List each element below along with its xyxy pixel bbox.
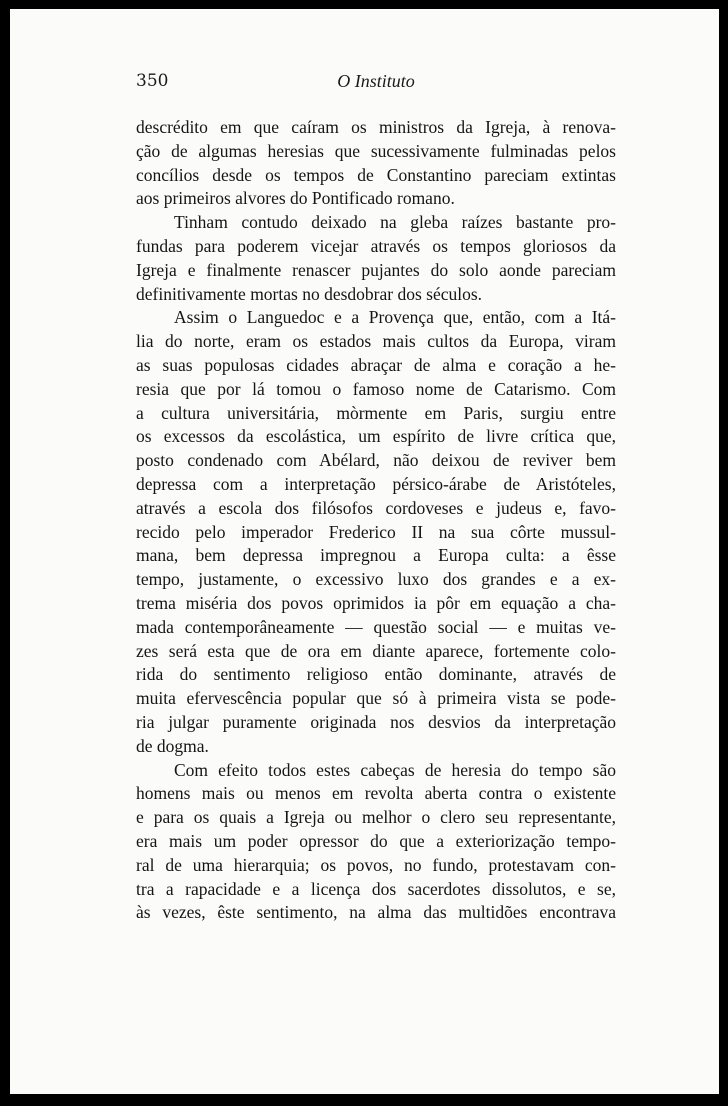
text-line: concílios desde os tempos de Constantino pareciam extintas <box>136 164 616 185</box>
text-line: mada contemporâneamente — questão social — e muitas ve- <box>136 616 616 637</box>
text-line: as suas populosas cidades abraçar de alma e coração a he- <box>136 354 616 375</box>
text-line: trema miséria dos povos oprimidos ia pôr em equação a cha- <box>136 592 616 613</box>
text-line: tempo, justamente, o excessivo luxo dos grandes e a ex- <box>136 569 616 590</box>
text-line: Assim o Languedoc e a Provença que, então, com a Itá- <box>174 307 616 328</box>
text-line: ral de uma hierarquia; os povos, no fundo, protestavam con- <box>136 854 616 875</box>
text-line: rida do sentimento religioso então dominante, através de <box>136 664 616 685</box>
text-line: e para os quais a Igreja ou melhor o clero seu representante, <box>136 807 616 828</box>
text-line: era mais um poder opressor do que a exteriorização tempo- <box>136 830 616 851</box>
text-line: às vezes, êste sentimento, na alma das multidões encontrava <box>136 902 616 923</box>
text-line: lia do norte, eram os estados mais cultos da Europa, viram <box>136 331 616 352</box>
text-line: a cultura universitária, mòrmente em Paris, surgiu entre <box>136 402 616 423</box>
text-line: fundas para poderem vicejar através os tempos gloriosos da <box>136 235 616 256</box>
text-line: Tinham contudo deixado na gleba raízes bastante pro- <box>174 212 616 233</box>
text-line: através a escola dos filósofos cordoveses e judeus e, favo- <box>136 497 616 518</box>
page-header <box>136 71 616 95</box>
body-text <box>136 116 616 925</box>
text-line: recido pelo imperador Frederico II na sua côrte mussul- <box>136 521 616 542</box>
text-line: muita efervescência popular que só à primeira vista se pode- <box>136 688 616 709</box>
text-line: ria julgar puramente originada nos desvios da interpretação <box>136 711 616 732</box>
text-line: mana, bem depressa impregnou a Europa culta: a êsse <box>136 545 616 566</box>
text-line: aos primeiros alvores do Pontificado romano. <box>136 188 455 209</box>
text-line: de dogma. <box>136 735 209 756</box>
text-line: Com efeito todos estes cabeças de heresia do tempo são <box>174 759 616 780</box>
text-line: os excessos da escolástica, um espírito de livre crítica que, <box>136 426 616 447</box>
text-line: ção de algumas heresias que sucessivamente fulminadas pelos <box>136 140 616 161</box>
text-line: definitivamente mortas no desdobrar dos séculos. <box>136 283 483 304</box>
running-head: O Instituto <box>337 71 415 91</box>
page-number: 350 <box>136 71 169 91</box>
text-line: descrédito em que caíram os ministros da Igreja, à renova- <box>136 117 616 137</box>
text-line: Igreja e finalmente renascer pujantes do solo aonde pareciam <box>136 259 616 280</box>
text-line: depressa com a interpretação pérsico-árabe de Aristóteles, <box>136 473 616 494</box>
text-line: resia que por lá tomou o famoso nome de Catarismo. Com <box>136 378 616 399</box>
text-line: posto condenado com Abélard, não deixou de reviver bem <box>136 450 616 471</box>
text-line: zes será esta que de ora em diante aparece, fortemente colo- <box>136 640 616 661</box>
text-line: homens mais ou menos em revolta aberta contra o existente <box>136 783 616 804</box>
text-line: tra a rapacidade e a licença dos sacerdotes dissolutos, e se, <box>136 878 616 899</box>
